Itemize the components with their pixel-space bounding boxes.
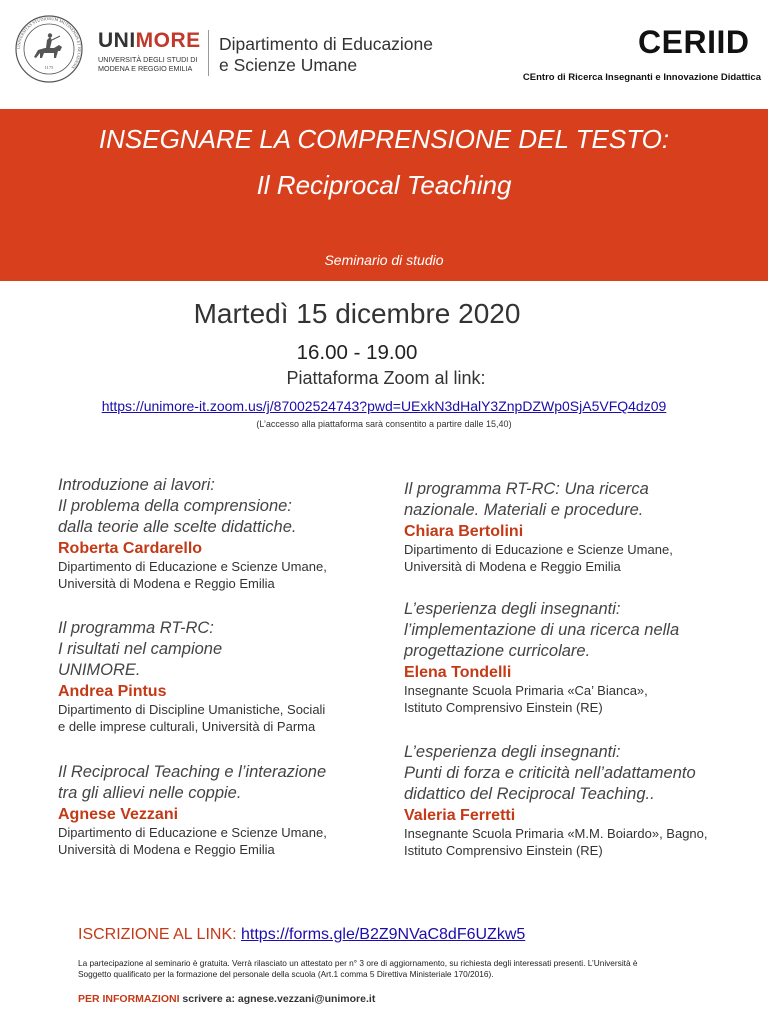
talk-title: Il programma RT-RC: I risultati nel campione UNIMORE. <box>58 619 223 679</box>
event-type: Seminario di studio <box>324 252 444 268</box>
talk-item <box>58 475 388 592</box>
talk-title: Il programma RT-RC: Una ricerca nazionale. Materiali e procedure. <box>404 480 649 519</box>
talk-title: Introduzione ai lavori: Il problema della comprensione: dalla teorie alle scelte didattiche. <box>58 476 297 536</box>
header-divider <box>208 30 209 76</box>
registration-label: ISCRIZIONE AL LINK: <box>78 926 242 943</box>
registration-line <box>78 926 525 944</box>
speaker-name: Valeria Ferretti <box>404 807 516 824</box>
talk-item <box>58 762 388 858</box>
speaker-affiliation: Insegnante Scuola Primaria «M.M. Boiardo», Bagno, Istituto Comprensivo Einstein (RE) <box>404 826 708 858</box>
ceriid-full-name: CEntro di Ricerca Insegnanti e Innovazione Didattica <box>522 72 761 83</box>
talk-item <box>404 479 754 575</box>
platform-label: Piattaforma Zoom al link: <box>286 368 486 388</box>
speaker-name: Agnese Vezzani <box>58 806 179 823</box>
speaker-affiliation: Dipartimento di Educazione e Scienze Umane, Università di Modena e Reggio Emilia <box>58 825 327 857</box>
registration-link[interactable]: https://forms.gle/B2Z9NVaC8dF6UZkw5 <box>241 926 526 943</box>
speaker-affiliation: Dipartimento di Discipline Umanistiche, Sociali e delle imprese culturali, Università di Parma <box>58 702 326 734</box>
event-date: Martedì 15 dicembre 2020 <box>193 298 521 329</box>
svg-text:1175: 1175 <box>44 65 54 70</box>
fine-print: La partecipazione al seminario è gratuita. Verrà rilasciato un attestato per n° 3 ore di aggiornamento, su richiesta degli interessati presenti. L’Università è Soggetto qualificato per la formazione del personale della scuola (Art.1 comma 5 Direttiva Ministeriale 170/2016). <box>78 958 638 979</box>
contact-info <box>78 993 375 1005</box>
university-seal-logo <box>14 14 84 84</box>
event-time: 16.00 - 19.00 <box>296 341 418 364</box>
svg-text:UNIVERSITAS STUDIORUM MUTINENS: UNIVERSITAS STUDIORUM MUTINENSIS ET REGIENSIS <box>15 15 83 70</box>
info-email: scrivere a: agnese.vezzani@unimore.it <box>179 993 376 1005</box>
zoom-link[interactable]: https://unimore-it.zoom.us/j/87002524743?pwd=UExkN3dHalY3ZnpDZWp0SjA5VFQ4dz09 <box>101 398 667 414</box>
speaker-affiliation: Dipartimento di Educazione e Scienze Umane, Università di Modena e Reggio Emilia <box>404 542 673 574</box>
speaker-affiliation: Dipartimento di Educazione e Scienze Umane, Università di Modena e Reggio Emilia <box>58 559 327 591</box>
speaker-name: Roberta Cardarello <box>58 540 203 557</box>
talk-title: L’esperienza degli insegnanti: l’implementazione di una ricerca nella progettazione curricolare. <box>404 600 680 660</box>
speaker-name: Elena Tondelli <box>404 664 512 681</box>
speaker-name: Chiara Bertolini <box>404 523 524 540</box>
university-name: UNIMORE <box>98 29 201 52</box>
department-name: Dipartimento di Educazione e Scienze Umane <box>219 34 434 75</box>
talk-title: L’esperienza degli insegnanti: Punti di forza e criticità nell’adattamento didattico del Reciprocal Teaching.. <box>404 743 696 803</box>
event-subtitle: Il Reciprocal Teaching <box>256 170 512 200</box>
event-title: INSEGNARE LA COMPRENSIONE DEL TESTO: <box>98 124 670 154</box>
talk-item <box>404 742 754 859</box>
talk-title: Il Reciprocal Teaching e l’interazione tra gli allievi nelle coppie. <box>58 763 327 802</box>
access-note: (L’accesso alla piattaforma sarà consentito a partire dalle 15,40) <box>256 419 512 429</box>
talk-item <box>58 618 388 735</box>
talk-item <box>404 599 754 716</box>
info-label: PER INFORMAZIONI <box>78 993 180 1005</box>
speaker-name: Andrea Pintus <box>58 683 167 700</box>
ceriid-logo-text: CERIID <box>638 24 750 60</box>
speaker-affiliation: Insegnante Scuola Primaria «Ca’ Bianca», Istituto Comprensivo Einstein (RE) <box>404 683 648 715</box>
university-full-name: UNIVERSITÀ DEGLI STUDI DI MODENA E REGGIO EMILIA <box>98 55 198 73</box>
